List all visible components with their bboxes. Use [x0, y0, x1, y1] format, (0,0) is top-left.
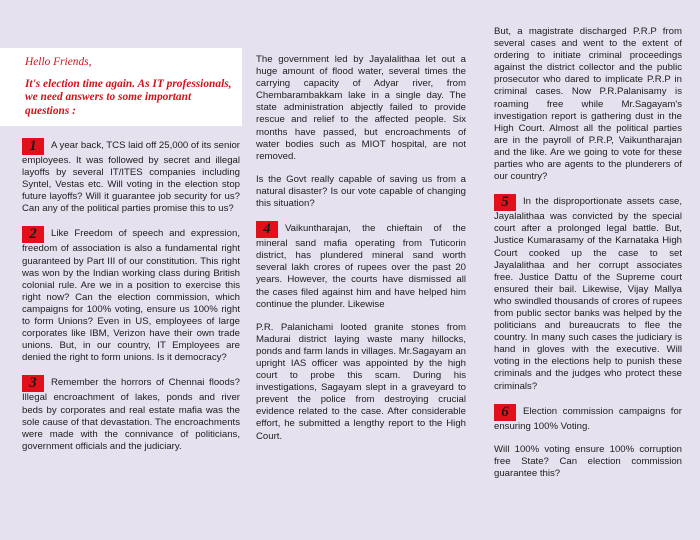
section-number: 5 [494, 194, 516, 211]
section-number: 6 [494, 404, 516, 421]
section-number: 4 [256, 221, 278, 238]
section-1 [22, 138, 240, 215]
section-2 [22, 226, 240, 364]
greeting: Hello Friends, [25, 56, 92, 68]
column-3 [494, 0, 682, 491]
section-3 [22, 375, 240, 452]
section-text: A year back, TCS laid off 25,000 of its senior employees. It was followed by secret and illegal layoffs by several IT/ITES companies including Syntel, Vestas etc. Will voting in the election stop future layoffs? Will it guarantee job security for us? Can any of the political parties promise this to us? [22, 140, 240, 215]
corruption-paragraph: Will 100% voting ensure 100% corruption free State? Can election commission guarantee this? [494, 443, 682, 479]
section-5 [494, 194, 682, 392]
section-text: Like Freedom of speech and expression, freedom of association is also a fundamental right guaranteed by Part III of our constitution. This right was won by the Indian working class during British colonial rule. Are we in a position to exercise this right now? Can the election commission, which campaigns for 100% voting, ensure us 100% right to form Unions? Even in US, employees of large corporates like IBM, Verizon have their own trade unions. But, in our country, IT Employees are denied the right to form unions. Is it democracy? [22, 228, 240, 364]
section-text: Election commission campaigns for ensuring 100% Voting. [494, 405, 682, 432]
section-6 [494, 404, 682, 433]
flood-paragraph: The government led by Jayalalithaa let out a huge amount of flood water, several times the carrying capacity of Adyar river, from Chembarambakkam lake in a single day. The state administration abjectly failed to provide rescue and relief to the affected people. Six months have passed, but encroachments of water bodies such as MIOT hospital, are not removed. [256, 54, 466, 162]
magistrate-paragraph: But, a magistrate discharged P.R.P from several cases and went to the extent of ordering to initiate criminal proceedings against the district collector and the public prosecutor who dared to implicate P.R.P in criminal cases. Now P.R.Palanisamy is roaming free while Mr.Sagayam's investigation report is gathering dust in the High Court. Almost all the political parties are in the payroll of P.R.P, Vaikuntharajan and the like. Are we going to vote for these parties who are agents to the plunderers of our country? [494, 26, 682, 183]
section-text: Vaikuntharajan, the chieftain of the mineral sand mafia operating from Tuticorin district, has plundered mineral sand worth several lakh crores of rupees over the past 20 years. However, the courts have dismissed all the cases filed against him and have helped him continue the plunder. Likewise [256, 223, 466, 310]
column-2 [256, 0, 466, 454]
granite-paragraph: P.R. Palanichami looted granite stones from Madurai district laying waste many hillocks, ponds and farm lands in villages. Mr.Sagayam an upright IAS officer was appointed by the high court to probe this scam. During his investigations, Sagayam slept in a graveyard to prevent the police from destroying crucial evidence related to the case. After considerable effort, he submitted a lengthy report to the High Court. [256, 321, 466, 442]
section-text: In the disproportionate assets case, Jayalalithaa was convicted by the special court after a prolonged legal battle. But, Justice Kumarasamy of the Karnataka High Court cooked up the case to set Jayalalithaa and her corrupt associates free. Justice Dattu of the Supreme court ensured their bail. Likewise, Vijay Mallya who swindled thousands of crores of rupees from public sector banks was helped by the politicians and bureaucrats to flee the country. In many such cases the judiciary is hand in gloves with the executive. Will voting in the elections help to punish these criminals and the judges who protect these criminals? [494, 196, 682, 392]
section-number: 3 [22, 375, 44, 392]
disaster-paragraph: Is the Govt really capable of saving us from a natural disaster? Is our vote capable of changing this situation? [256, 173, 466, 210]
section-number: 1 [22, 138, 44, 155]
section-4 [256, 221, 466, 311]
intro-text: It's election time again. As IT professionals, we need answers to some important questions : [25, 77, 232, 117]
section-number: 2 [22, 226, 44, 243]
section-text: Remember the horrors of Chennai floods? Illegal encroachment of lakes, ponds and river beds by corporates and real estate mafia was the sole cause of that devastation. The encroachments were made with the connivance of politicians, government officials and the judiciary. [22, 377, 240, 452]
column-1 [22, 0, 240, 464]
